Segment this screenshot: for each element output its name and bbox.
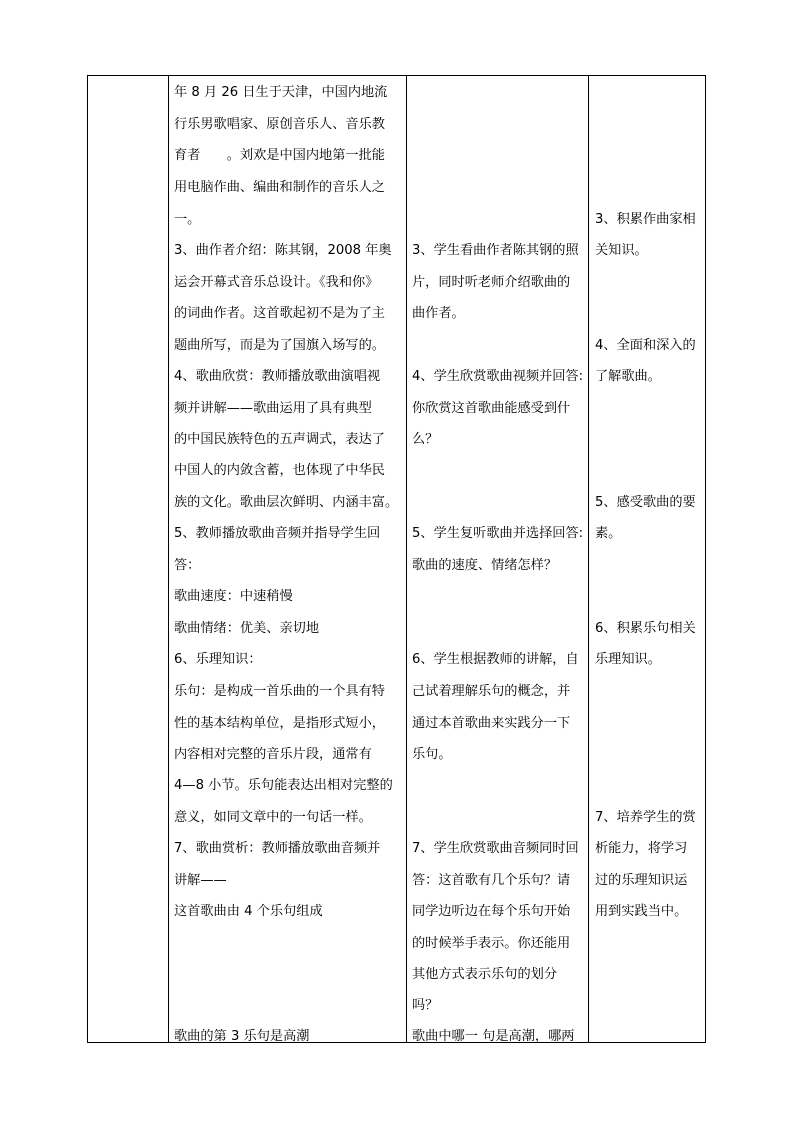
- text-line: 中国人的内敛含蓄，也体现了中华民: [174, 463, 385, 478]
- column-divider: [168, 76, 169, 1042]
- text-line: 5、学生复听歌曲并选择回答:: [412, 526, 584, 541]
- text-line: 同学边听边在每个乐句开始: [412, 904, 571, 919]
- text-line: 3、曲作者介绍：陈其钢，2008 年奥: [174, 243, 392, 258]
- text-line: 讲解——: [174, 873, 227, 888]
- text-line: 频并讲解——歌曲运用了具有典型: [174, 401, 372, 416]
- text-line: 育者 。刘欢是中国内地第一批能: [174, 148, 385, 163]
- text-line: 6、学生根据教师的讲解，自: [412, 652, 579, 667]
- text-line: 关知识。: [595, 243, 648, 258]
- text-line: 答：这首歌有几个乐句？请: [412, 873, 571, 888]
- text-line: 意义，如同文章中的一句话一样。: [174, 810, 372, 825]
- text-line: 歌曲的第 3 乐句是高潮: [174, 1029, 310, 1044]
- text-line: 性的基本结构单位，是指形式短小，: [174, 716, 385, 731]
- text-line: 其他方式表示乐句的划分: [412, 967, 558, 982]
- text-line: 的时候举手表示。你还能用: [412, 936, 571, 951]
- text-line: 己试着理解乐句的概念，并: [412, 684, 571, 699]
- column-divider: [588, 76, 589, 1042]
- text-line: 用到实践当中。: [595, 904, 688, 919]
- text-line: 4、学生欣赏歌曲视频并回答:: [412, 369, 584, 384]
- text-line: 乐句。: [412, 747, 452, 762]
- text-line: 乐理知识。: [595, 652, 661, 667]
- text-line: 3、学生看曲作者陈其钢的照: [412, 243, 579, 258]
- text-line: 族的文化。歌曲层次鲜明、内涵丰富。: [174, 495, 399, 510]
- lesson-table: [87, 75, 706, 1043]
- text-line: 题曲所写，而是为了国旗入场写的。: [174, 338, 385, 353]
- text-line: 通过本首歌曲来实践分一下: [412, 716, 571, 731]
- text-line: 5、教师播放歌曲音频并指导学生回: [174, 526, 381, 541]
- text-line: 3、积累作曲家相: [595, 212, 696, 227]
- text-line: 这首歌曲由 4 个乐句组成: [174, 904, 323, 919]
- column-divider: [406, 76, 407, 1042]
- text-line: 用电脑作曲、编曲和制作的音乐人之: [174, 180, 385, 195]
- text-line: 的词曲作者。这首歌起初不是为了主: [174, 306, 385, 321]
- text-line: 乐句：是构成一首乐曲的一个具有特: [174, 684, 385, 699]
- text-line: 4、歌曲欣赏：教师播放歌曲演唱视: [174, 369, 381, 384]
- text-line: 了解歌曲。: [595, 369, 661, 384]
- text-line: 歌曲情绪：优美、亲切地: [174, 621, 320, 636]
- text-line: 片，同时听老师介绍歌曲的: [412, 275, 571, 290]
- text-line: 内容相对完整的音乐片段，通常有: [174, 747, 372, 762]
- text-line: 6、积累乐句相关: [595, 621, 696, 636]
- text-line: 5、感受歌曲的要: [595, 495, 696, 510]
- text-line: 7、培养学生的赏: [595, 810, 696, 825]
- text-line: 吗？: [412, 998, 439, 1013]
- text-line: 的中国民族特色的五声调式，表达了: [174, 432, 385, 447]
- text-line: 曲作者。: [412, 306, 465, 321]
- text-line: 行乐男歌唱家、原创音乐人、音乐教: [174, 117, 385, 132]
- text-line: 素。: [595, 526, 622, 541]
- text-line: 一。: [174, 212, 201, 227]
- text-line: 7、学生欣赏歌曲音频同时回: [412, 841, 579, 856]
- text-line: 6、乐理知识：: [174, 652, 262, 667]
- text-line: 么？: [412, 432, 439, 447]
- text-line: 运会开幕式音乐总设计。《我和你》: [174, 275, 379, 290]
- text-line: 歌曲中哪一 句是高潮，哪两: [412, 1029, 575, 1044]
- text-line: 7、歌曲赏析：教师播放歌曲音频并: [174, 841, 381, 856]
- text-line: 4、全面和深入的: [595, 338, 696, 353]
- text-line: 答：: [174, 558, 201, 573]
- text-line: 歌曲的速度、情绪怎样？: [412, 558, 558, 573]
- text-line: 歌曲速度：中速稍慢: [174, 589, 293, 604]
- text-line: 过的乐理知识运: [595, 873, 688, 888]
- text-line: 析能力，将学习: [595, 841, 688, 856]
- text-line: 年 8 月 26 日生于天津，中国内地流: [174, 85, 388, 100]
- text-line: 你欣赏这首歌曲能感受到什: [412, 401, 571, 416]
- text-line: 4—8 小节。乐句能表达出相对完整的: [174, 778, 393, 793]
